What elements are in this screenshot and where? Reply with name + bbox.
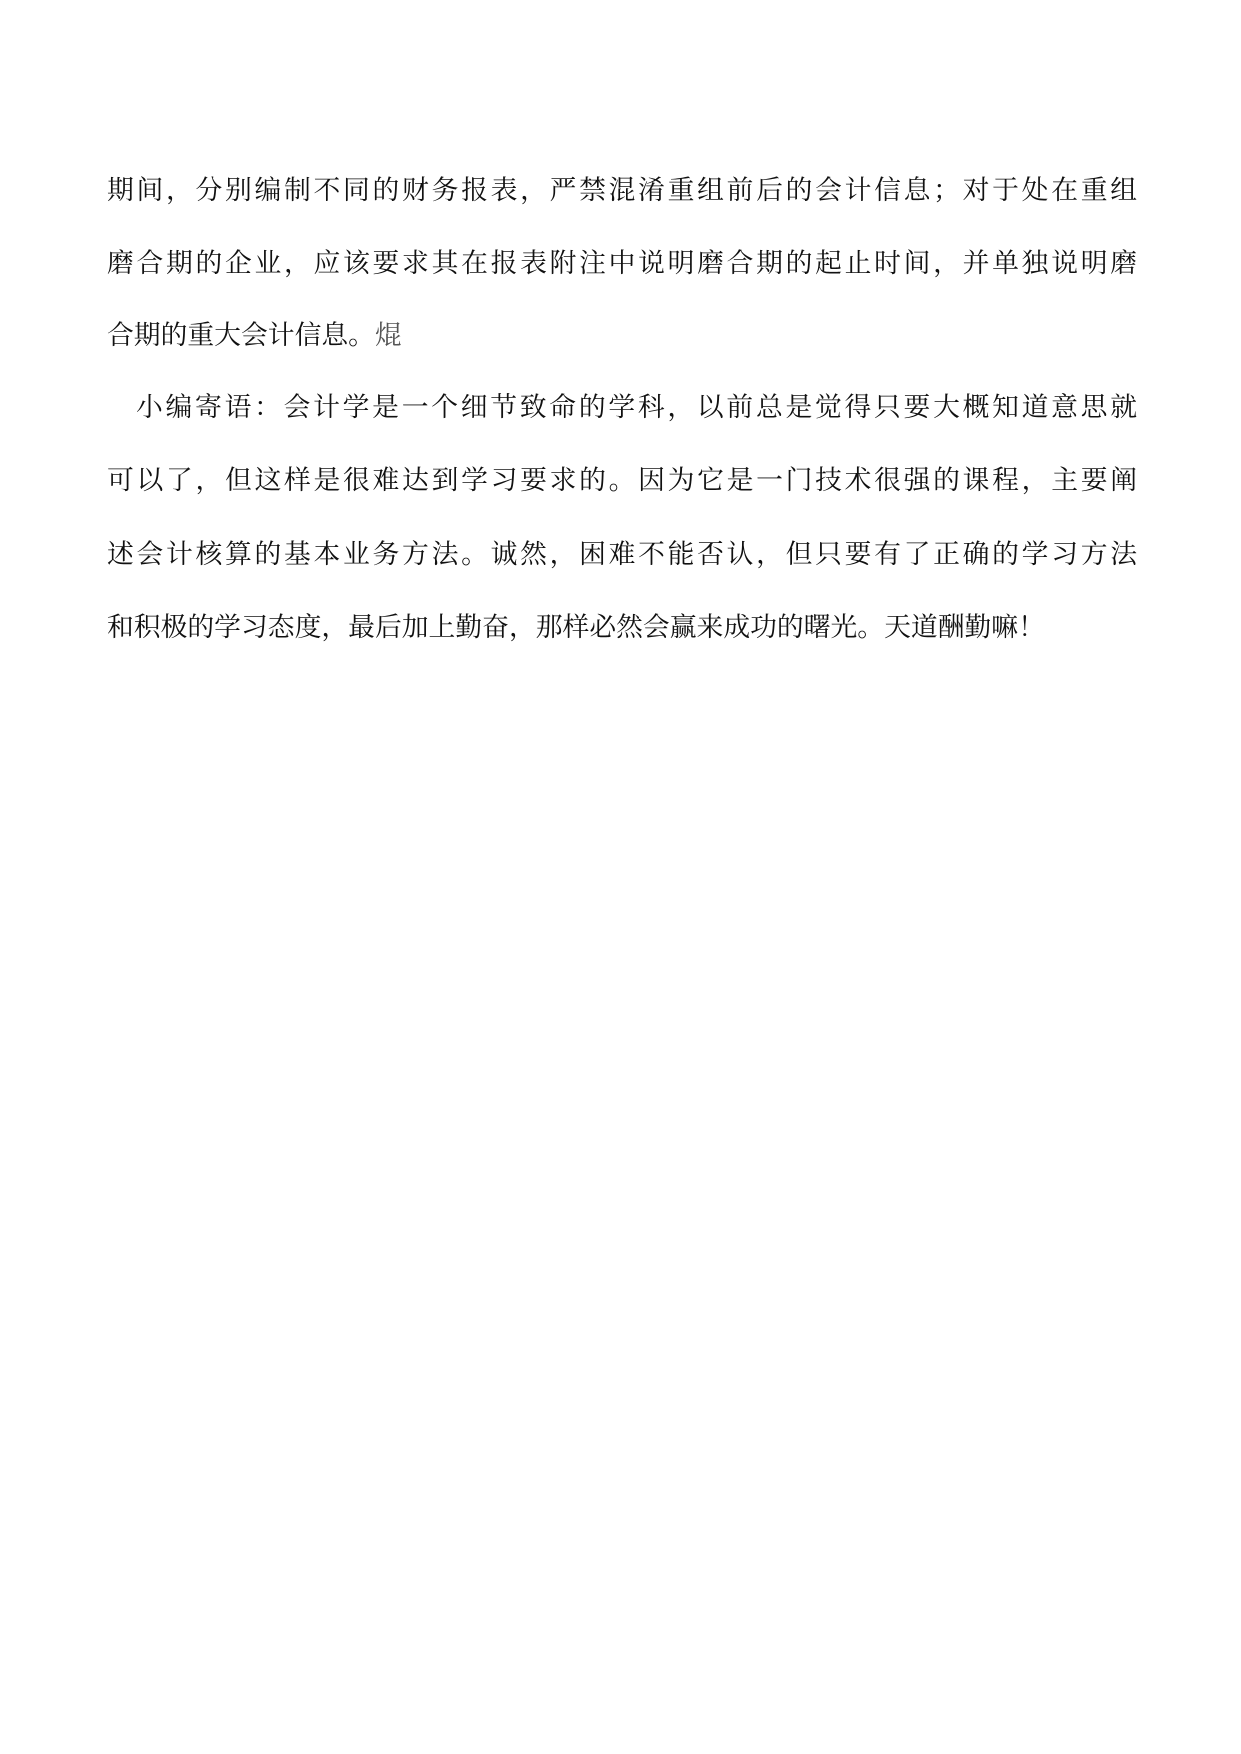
paragraph-2-line-2: 可以了，但这样是很难达到学习要求的。因为它是一门技术很强的课程，主要阐 [107, 465, 1137, 496]
paragraph-1-line-3-text: 合期的重大会计信息。 [107, 320, 375, 351]
paragraph-2-line-4: 和积极的学习态度，最后加上勤奋，那样必然会赢来成功的曙光。天道酬勤嘛！ [107, 612, 1045, 643]
paragraph-1-line-2: 磨合期的企业，应该要求其在报表附注中说明磨合期的起止时间，并单独说明磨 [107, 248, 1137, 279]
paragraph-2-line-3: 述会计核算的基本业务方法。诚然，困难不能否认，但只要有了正确的学习方法 [107, 539, 1137, 570]
paragraph-2-line-1: 小编寄语：会计学是一个细节致命的学科，以前总是觉得只要大概知道意思就 [136, 392, 1137, 423]
paragraph-1-line-3 [107, 316, 1137, 356]
stray-character: 焜 [374, 320, 402, 351]
paragraph-1-line-1: 期间，分别编制不同的财务报表，严禁混淆重组前后的会计信息；对于处在重组 [107, 175, 1137, 206]
